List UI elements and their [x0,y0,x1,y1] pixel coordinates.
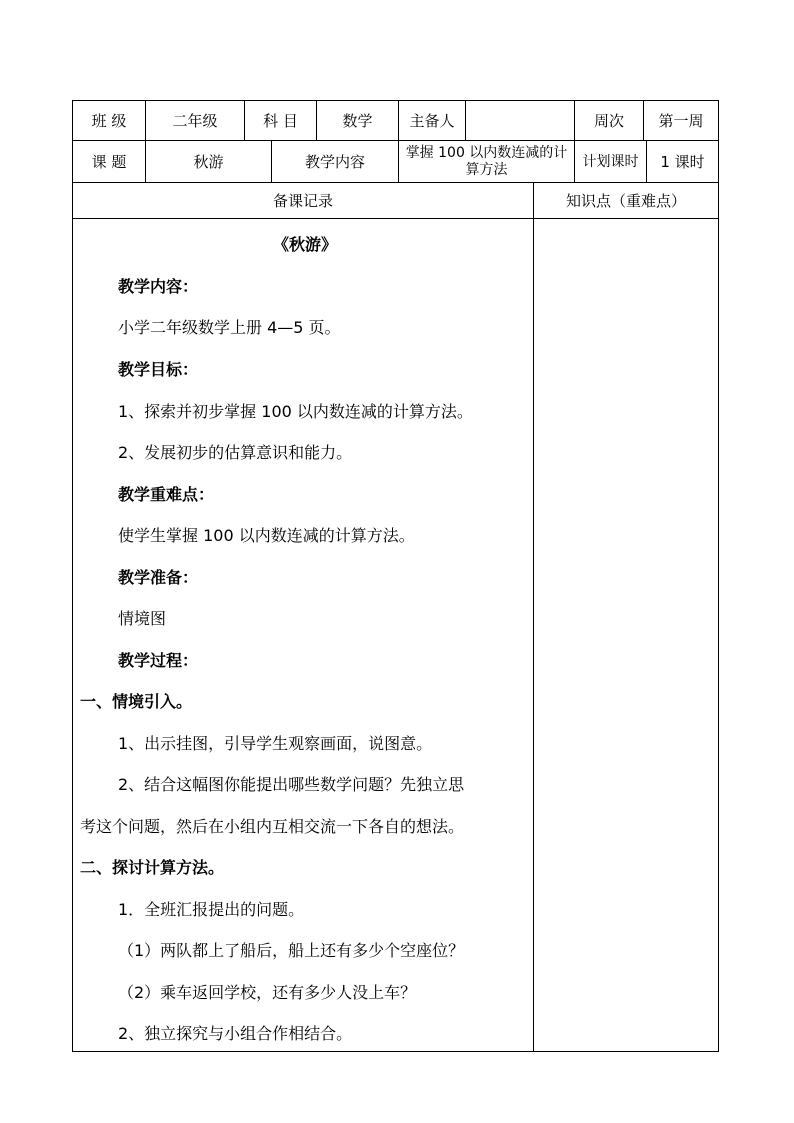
topic-value: 秋游 [193,152,224,171]
content-text: 小学二年级数学上册 4—5 页。 [118,318,341,337]
lesson-body [78,220,532,1048]
content-label: 教学内容 [304,152,365,171]
list-item: 考这个问题，然后在小组内互相交流一下各自的想法。 [80,817,465,836]
prep-heading: 教学准备： [118,568,199,587]
list-item: （1）两队都上了船后，船上还有多少个空座位？ [118,941,465,960]
knowledge-label: 知识点（重难点） [565,191,686,210]
topic-label: 课 题 [91,152,127,171]
content-heading: 教学内容： [118,277,199,296]
class-label: 班 级 [91,111,127,130]
list-item: 2、结合这幅图你能提出哪些数学问题？先独立思 [118,775,465,794]
section-heading: 二、探讨计算方法。 [80,858,225,877]
list-item: 2、独立探究与小组合作相结合。 [118,1024,353,1043]
content-value: 掌握 100 以内数连减的计算方法 [405,144,568,178]
list-item: 1．全班汇报提出的问题。 [118,900,305,919]
week-label: 周次 [593,111,624,130]
preparer-value [466,101,574,140]
prep-text: 情境图 [118,609,167,628]
goal-item: 1、探索并初步掌握 100 以内数连减的计算方法。 [118,402,473,421]
list-item: 1、出示挂图，引导学生观察画面，说图意。 [118,734,433,753]
key-heading: 教学重难点： [118,485,215,504]
section-heading: 一、情境引入。 [80,692,193,711]
plan-label: 计划课时 [582,153,639,170]
preparer-label: 主备人 [409,111,455,130]
goals-heading: 教学目标： [118,360,199,379]
plan-value: 1 课时 [660,152,705,171]
record-label: 备课记录 [272,191,333,210]
week-value: 第一周 [658,111,704,130]
list-item: （2）乘车返回学校，还有多少人没上车？ [118,983,417,1002]
subject-value: 数学 [342,111,373,130]
subject-label: 科 目 [263,111,298,130]
process-heading: 教学过程： [118,651,199,670]
lesson-title: 《秋游》 [272,235,337,254]
class-value: 二年级 [172,111,218,130]
key-text: 使学生掌握 100 以内数连减的计算方法。 [118,526,415,545]
goal-item: 2、发展初步的估算意识和能力。 [118,443,353,462]
